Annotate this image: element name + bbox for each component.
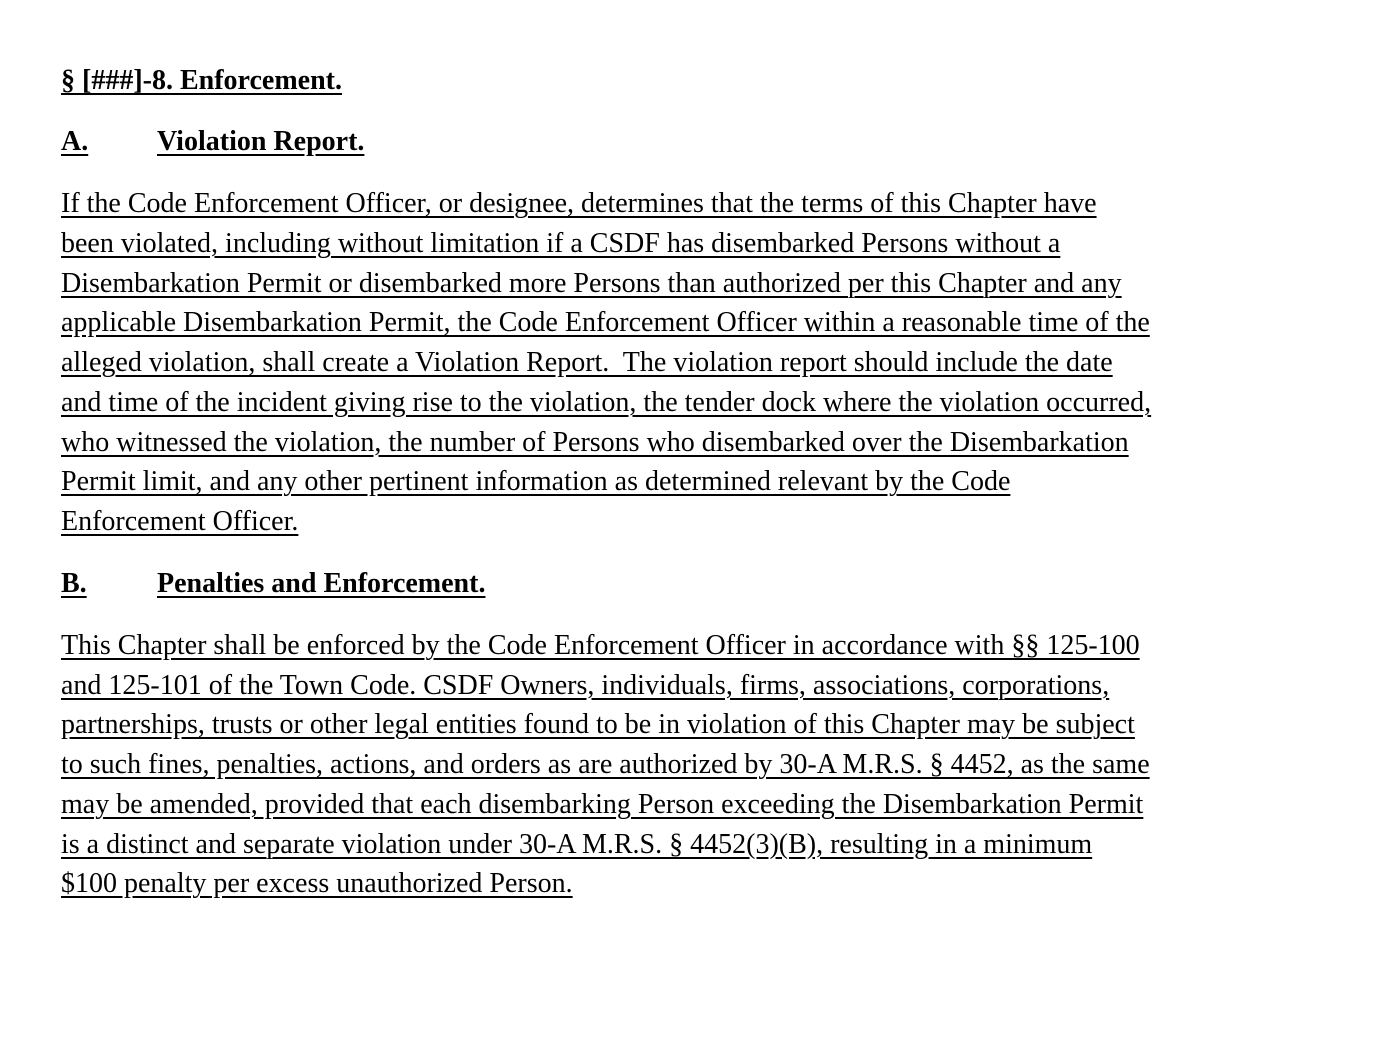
subsection-b-paragraph [61,626,1321,904]
document-body [61,62,1321,927]
paragraph-line: to such fines, penalties, actions, and orders as are authorized by 30-A M.R.S. § 4452, as the same [61,749,1150,780]
paragraph-line: This Chapter shall be enforced by the Code Enforcement Officer in accordance with §§ 125-100 [61,629,1140,661]
paragraph-line: Enforcement Officer. [61,506,299,537]
paragraph-line: and 125-101 of the Town Code. CSDF Owners, individuals, firms, associations, corporations, [61,669,1110,701]
paragraph-line: may be amended, provided that each disembarking Person exceeding the Disembarkation Permit [61,788,1144,820]
paragraph-line: If the Code Enforcement Officer, or designee, determines that the terms of this Chapter have [61,188,1097,219]
subsection-a-paragraph [61,184,1321,542]
subsection-a-heading [61,123,1321,161]
paragraph-line: is a distinct and separate violation under 30-A M.R.S. § 4452(3)(B), resulting in a minimum [61,828,1093,860]
subsection-b-letter: B. [61,567,87,599]
paragraph-line: partnerships, trusts or other legal entities found to be in violation of this Chapter may be subject [61,709,1135,741]
paragraph-line: alleged violation, shall create a Violation Report. The violation report should include the date [61,347,1113,378]
section-title: § [###]-8. Enforcement. [61,65,342,96]
subsection-b-heading [61,565,1321,603]
paragraph-line: Disembarkation Permit or disembarked more Persons than authorized per this Chapter and any [61,267,1122,299]
paragraph-line: and time of the incident giving rise to the violation, the tender dock where the violation occurred, [61,386,1152,418]
paragraph-line: Permit limit, and any other pertinent information as determined relevant by the Code [61,466,1011,498]
subsection-a-title: Violation Report. [157,126,365,157]
section-heading [61,62,1321,100]
paragraph-line: who witnessed the violation, the number of Persons who disembarked over the Disembarkation [61,426,1129,458]
paragraph-line: been violated, including without limitation if a CSDF has disembarked Persons without a [61,227,1061,259]
paragraph-line: applicable Disembarkation Permit, the Code Enforcement Officer within a reasonable time of the [61,307,1150,339]
subsection-b-title: Penalties and Enforcement. [157,567,486,599]
paragraph-line: $100 penalty per excess unauthorized Person. [61,868,573,900]
subsection-a-letter: A. [61,126,89,157]
